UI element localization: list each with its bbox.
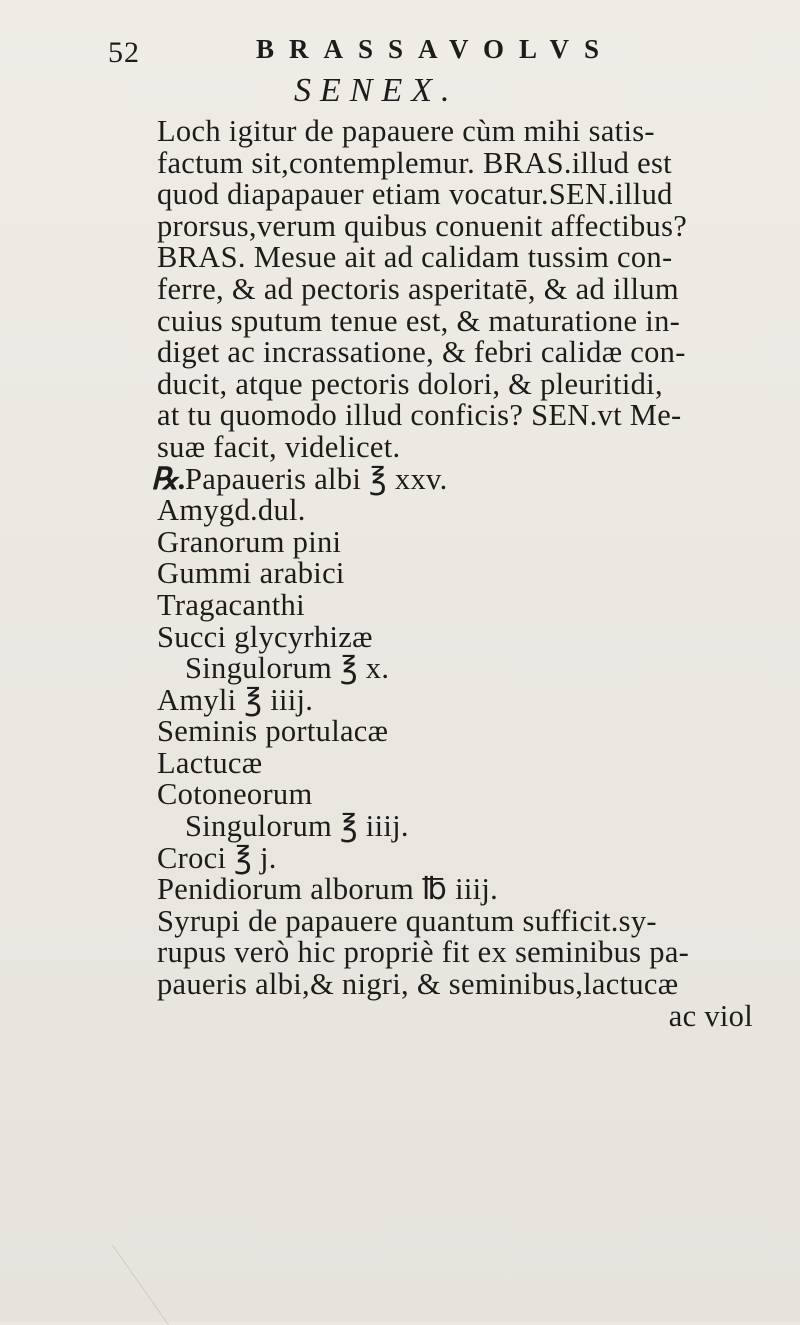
recipe-item: Amyli ℥ iiij.	[157, 682, 314, 717]
text-line: ferre, & ad pectoris asperitatē, & ad illum	[157, 271, 679, 306]
running-head: BRASSAVOLVS	[256, 34, 615, 64]
text-line: at tu quomodo illud conficis? SEN.vt Me-	[157, 398, 682, 433]
text-line: Syrupi de papauere quantum sufficit.sy-	[157, 903, 657, 938]
text-line: rupus verò hic propriè fit ex seminibus pa-	[157, 935, 690, 970]
speaker-heading: SENEX.	[294, 72, 459, 109]
recipe-rx-symbol: ℞.	[151, 461, 187, 496]
text-line: ducit, atque pectoris dolori, & pleuritidi,	[157, 366, 663, 401]
page-header	[0, 30, 800, 70]
recipe-item: Singulorum ℥ iiij.	[185, 809, 409, 844]
recipe-item: Seminis portulacæ	[157, 714, 389, 749]
text-line: BRAS. Mesue ait ad calidam tussim con-	[157, 240, 673, 275]
recipe-item: Singulorum ℥ x.	[185, 651, 390, 686]
text-line: suæ facit, videlicet.	[157, 429, 401, 464]
recipe-item: Granorum pini	[157, 524, 342, 559]
recipe-item: Lactucæ	[157, 745, 263, 780]
recipe-item: Tragacanthi	[157, 587, 305, 622]
recipe-item: Croci ℥ j.	[157, 840, 277, 875]
recipe-item: Gummi arabici	[157, 556, 345, 591]
text-line: diget ac incrassatione, & febri calidæ con-	[157, 335, 686, 370]
recipe-line	[151, 461, 767, 496]
body-text	[151, 114, 767, 1033]
recipe-item: Cotoneorum	[157, 777, 313, 812]
recipe-item: Amygd.dul.	[157, 493, 306, 528]
text-line: paueris albi,& nigri, & seminibus,lactucæ	[157, 967, 679, 1002]
recipe-item: Papaueris albi ℥ xxv.	[185, 461, 448, 496]
text-line: quod diapapauer etiam vocatur.SEN.illud	[157, 177, 673, 212]
text-line: Loch igitur de papauere cùm mihi satis-	[157, 114, 655, 148]
recipe-item: Penidiorum alborum ℔ iiij.	[157, 872, 499, 907]
text-line: prorsus,verum quibus conuenit affectibus?	[157, 208, 688, 243]
page-number: 52	[108, 36, 140, 69]
catchword: ac viol	[668, 998, 753, 1033]
recipe-item: Succi glycyrhizæ	[157, 619, 373, 654]
page-crease-mark	[112, 1245, 329, 1325]
text-line: factum sit,contemplemur. BRAS.illud est	[157, 145, 672, 180]
text-line: cuius sputum tenue est, & maturatione in-	[157, 303, 681, 338]
